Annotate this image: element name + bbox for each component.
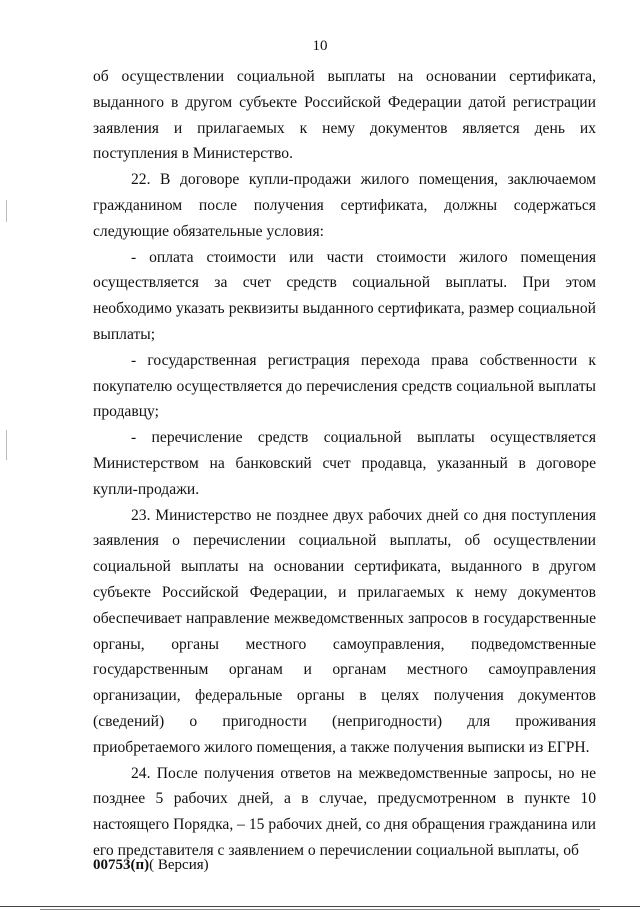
list-item-registration: - государственная регистрация перехода права собственности к покупателю осуществляется до перечисления средств социальной выплаты продавцу; <box>93 351 596 421</box>
list-item-transfer: - перечисление средств социальной выплаты осуществляется Министерством на банковский счет продавца, указанный в договоре купли-продажи. <box>93 429 596 498</box>
page-number: 10 <box>312 38 328 54</box>
document-body <box>93 64 596 864</box>
scan-edge-mark <box>6 430 7 460</box>
scan-bottom-edge <box>0 906 640 907</box>
document-version: ( Версия) <box>149 857 209 873</box>
scan-edge-mark <box>6 200 7 222</box>
document-footer <box>93 857 209 874</box>
document-code: 00753(п) <box>93 857 150 873</box>
paragraph-continuation: об осуществлении социальной выплаты на основании сертификата, выданного в другом субъекте Российской Федерации датой регистрации заявления и прилагаемых к нему документов является день их поступления в Министерство. <box>93 68 596 163</box>
scan-bottom-edge <box>40 909 600 910</box>
paragraph-23: 23. Министерство не позднее двух рабочих дней со дня поступления заявления о перечислении социальной выплаты, об осуществлении социальной выплаты на основании сертификата, выданного в другом субъекте Российской Федерации, и прилагаемых к нему документов обеспечивает направление межведомственных запросов в государственные органы, органы местного самоуправления, подведомственные государственным органам и органам местного самоуправления организации, федеральные органы в целях получения документов (сведений) о пригодности (непригодности) для проживания приобретаемого жилого помещения, а также получения выписки из ЕГРН. <box>93 506 596 756</box>
list-item-payment: - оплата стоимости или части стоимости жилого помещения осуществляется за счет средств социальной выплаты. При этом необходимо указать реквизиты выданного сертификата, размер социальной выплаты; <box>93 248 596 343</box>
paragraph-22: 22. В договоре купли-продажи жилого помещения, заключаемом гражданином после получения сертификата, должны содержаться следующие обязательные условия: <box>93 171 596 240</box>
paragraph-24: 24. После получения ответов на межведомственные запросы, но не позднее 5 рабочих дней, а в случае, предусмотренном в пункте 10 настоящего Порядка, – 15 рабочих дней, со дня обращения гражданина или его представителя с заявлением о перечислении социальной выплаты, об <box>93 764 596 859</box>
